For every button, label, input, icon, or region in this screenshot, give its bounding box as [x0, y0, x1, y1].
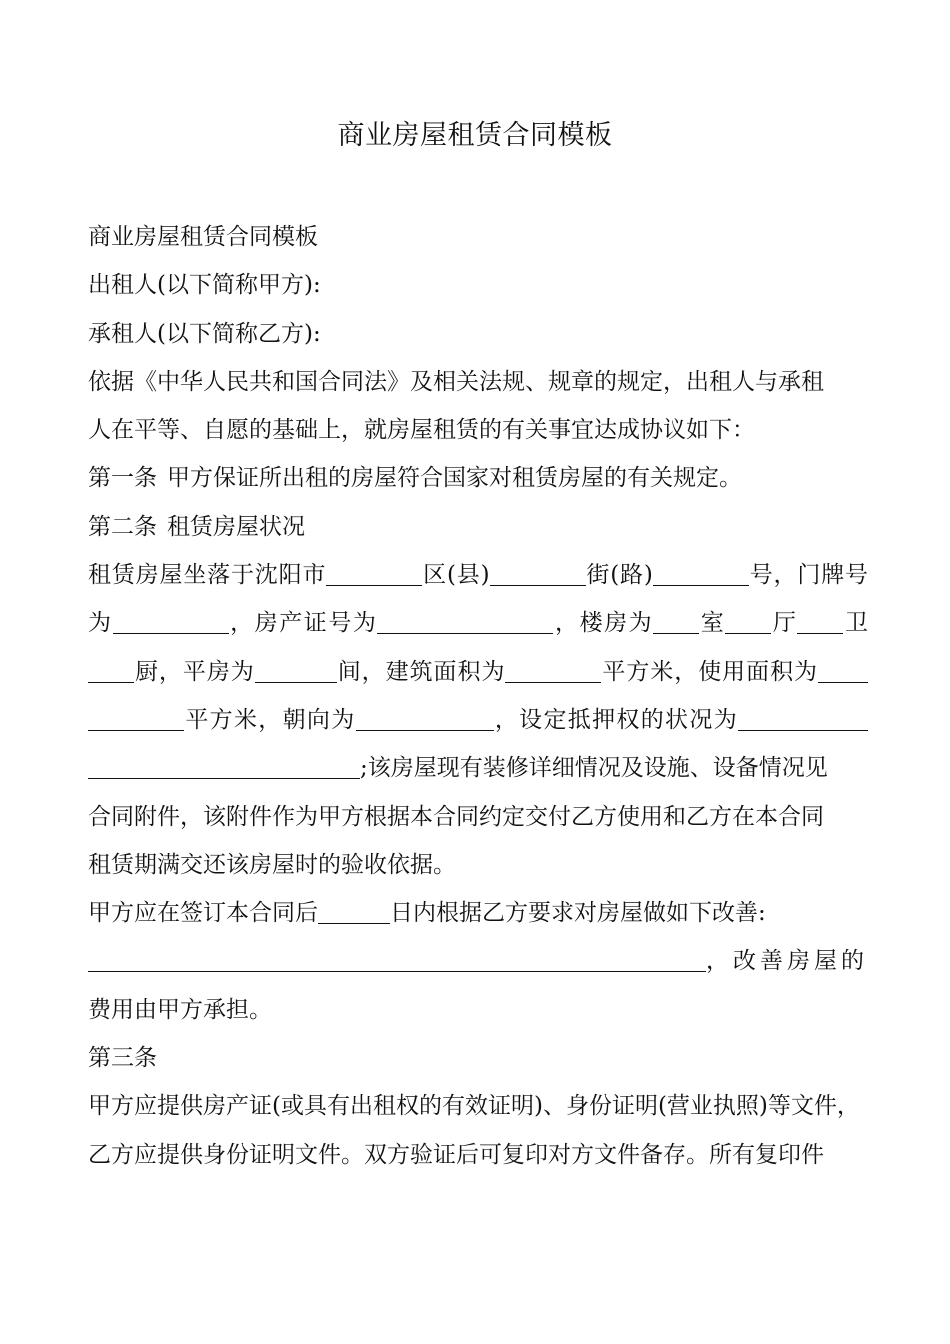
- article-3-line-1: 甲方应提供房产证(或具有出租权的有效证明)、身份证明(营业执照)等文件，: [88, 1093, 860, 1120]
- certificate-number-blank[interactable]: [377, 603, 553, 634]
- usable-area-text: 平方米，使用面积为: [601, 658, 819, 685]
- number-blank[interactable]: [653, 555, 749, 586]
- article-2-text: 租赁房屋状况: [167, 513, 305, 540]
- location-text: 租赁房屋坐落于沈阳市: [88, 562, 327, 589]
- certificate-line: [88, 599, 868, 647]
- door-number-blank[interactable]: [113, 603, 229, 634]
- lessor-line: 出租人(以下简称甲方):: [88, 272, 321, 299]
- hall-text: 厅: [771, 610, 798, 637]
- building-text: ，楼房为: [553, 610, 654, 637]
- location-line: [88, 551, 868, 599]
- days-blank[interactable]: [318, 893, 390, 924]
- bath-text: 卫: [843, 610, 868, 637]
- body-heading: 商业房屋租赁合同模板: [88, 224, 318, 250]
- mortgage-text: ，设定抵押权的状况为: [493, 706, 739, 733]
- orientation-blank[interactable]: [356, 700, 494, 731]
- certificate-text: ，房产证号为: [228, 610, 378, 637]
- article-1: [88, 454, 868, 502]
- preamble-line-1: 依据《中华人民共和国合同法》及相关法规、规章的规定，出租人与承租: [88, 368, 824, 395]
- article-2-label: 第二条: [88, 513, 157, 540]
- fixtures-line-3: 租赁期满交还该房屋时的验收依据。: [88, 851, 456, 878]
- improvement-text: 甲方应在签订本合同后: [88, 900, 318, 927]
- improvement-line-1: [88, 889, 868, 937]
- district-text: 区(县): [422, 562, 490, 589]
- improvement-cost-text: ，改善房屋的: [706, 948, 868, 975]
- improvement-line-3: 费用由甲方承担。: [88, 996, 272, 1023]
- certificate-prefix: 为: [88, 610, 113, 637]
- usable-area-blank-cont[interactable]: [88, 700, 184, 731]
- room-text: 室: [699, 610, 726, 637]
- mortgage-blank[interactable]: [738, 700, 868, 731]
- kitchen-text: 厨，平房为: [134, 658, 255, 685]
- area-line: [88, 648, 868, 696]
- improvement-request-text: 日内根据乙方要求对房屋做如下改善:: [390, 900, 766, 927]
- article-3-line-2: 乙方应提供身份证明文件。双方验证后可复印对方文件备存。所有复印件: [88, 1141, 824, 1168]
- improvement-blank[interactable]: [88, 941, 706, 972]
- bath-blank[interactable]: [797, 603, 843, 634]
- house-number-text: 号，门牌号: [748, 562, 868, 589]
- fixtures-line-2: 合同附件，该附件作为甲方根据本合同约定交付乙方使用和乙方在本合同: [88, 803, 824, 830]
- article-3-label: 第三条: [88, 1045, 157, 1072]
- document-body: [88, 213, 868, 1179]
- building-area-blank[interactable]: [505, 652, 601, 683]
- city-district-blank[interactable]: [326, 555, 422, 586]
- room-blank[interactable]: [653, 603, 699, 634]
- hall-blank[interactable]: [725, 603, 771, 634]
- preamble-line-2: 人在平等、自愿的基础上，就房屋租赁的有关事宜达成协议如下：: [88, 417, 755, 444]
- article-2: [88, 503, 868, 551]
- street-blank[interactable]: [490, 555, 586, 586]
- improvement-line-2: [88, 937, 868, 985]
- usable-area-blank[interactable]: [818, 652, 868, 683]
- building-area-text: 间，建筑面积为: [336, 658, 506, 685]
- article-1-text: 甲方保证所出租的房屋符合国家对租赁房屋的有关规定。: [167, 465, 742, 492]
- orientation-line: [88, 696, 868, 744]
- lessee-line: 承租人(以下简称乙方):: [88, 320, 321, 347]
- kitchen-blank[interactable]: [88, 652, 134, 683]
- document-title: 商业房屋租赁合同模板: [337, 120, 613, 151]
- article-1-label: 第一条: [88, 465, 157, 492]
- bungalow-blank[interactable]: [255, 652, 337, 683]
- fixtures-text: ;该房屋现有装修详细情况及设施、设备情况见: [360, 755, 828, 782]
- orientation-text: 平方米，朝向为: [184, 706, 356, 733]
- fixtures-line-1: [88, 744, 868, 792]
- street-text: 街(路): [585, 562, 653, 589]
- mortgage-blank-cont[interactable]: [88, 748, 360, 779]
